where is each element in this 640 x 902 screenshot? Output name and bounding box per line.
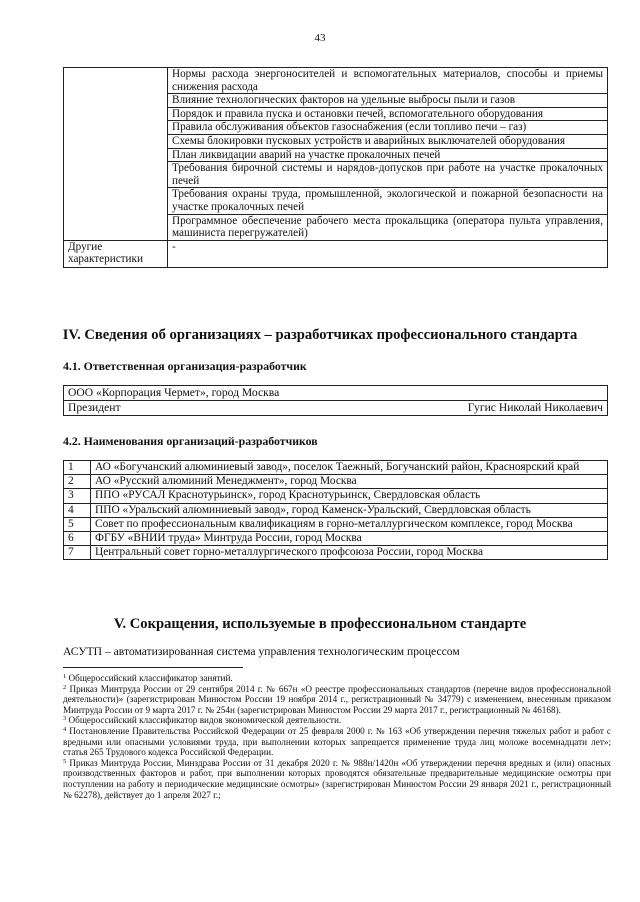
footnotes (63, 673, 611, 800)
other-characteristics-label: Другие характеристики (64, 240, 168, 267)
developer-name: Совет по профессиональным квалификациям в горно-металлургическом комплексе, город Москва (91, 517, 608, 531)
empty-label-cell (64, 68, 168, 241)
knowledge-item: Нормы расхода энергоносителей и вспомогательных материалов, способы и приемы снижения расхода (168, 68, 608, 94)
developer-name: ППО «РУСАЛ Краснотурьинск», город Краснотурьинск, Свердловская область (91, 489, 608, 503)
developer-name: АО «Русский алюминий Менеджмент», город Москва (91, 475, 608, 489)
developer-name: ППО «Уральский алюминиевый завод», город Каменск-Уральский, Свердловская область (91, 503, 608, 517)
footnote: $^4$ Постановление Правительства Российской Федерации от 25 февраля 2000 г. № 163 «Об утверждении перечня тяжелых работ и работ с вредными или опасными условиями труда, при выполнении которых запрещается применение труда лиц моложе восемнадцати лет»; статья 265 Трудового кодекса Российской Федерации. (63, 725, 611, 758)
responsible-org-table (63, 385, 608, 416)
developer-name: ФГБУ «ВНИИ труда» Минтруда России, город Москва (91, 532, 608, 546)
developers-table (63, 460, 608, 560)
knowledge-item: План ликвидации аварий на участке прокалочных печей (168, 148, 608, 162)
developer-number: 6 (64, 532, 91, 546)
developer-number: 2 (64, 475, 91, 489)
footnote: $^2$ Приказ Минтруда России от 29 сентября 2014 г. № 667н «О реестре профессиональных стандартов (перечне видов профессиональной деятельности)» (зарегистрирован Минюстом России 19 ноября 2014 г., регистрационный № 34779) с изменением, внесенным приказом Минтруда России от 9 марта 2017 г. № 254н (зарегистрирован Минюстом России 29 марта 2017 г., регистрационный № 46168). (63, 683, 611, 715)
knowledge-item: Требования бирочной системы и нарядов-допусков при работе на участке прокалочных печей (168, 162, 608, 188)
knowledge-item: Порядок и правила пуска и остановки печей, вспомогательного оборудования (168, 107, 608, 121)
abbreviation-asutp: АСУТП – автоматизированная система управления технологическим процессом (63, 645, 460, 658)
developer-number: 4 (64, 503, 91, 517)
page-number: 43 (314, 32, 326, 44)
footnote-divider (63, 667, 243, 668)
responsible-org-name: ООО «Корпорация Чермет», город Москва (64, 386, 608, 401)
developer-number: 7 (64, 546, 91, 560)
footnote: $^1$ Общероссийский классификатор занятий. (63, 673, 233, 683)
responsible-person-name: Гугис Николай Николаевич (467, 401, 603, 414)
knowledge-item: Влияние технологических факторов на удельные выбросы пыли и газов (168, 94, 608, 108)
knowledge-item: Схемы блокировки пусковых устройств и аварийных выключателей оборудования (168, 134, 608, 148)
section4-title: IV. Сведения об организациях – разработчиках профессионального стандарта (62, 327, 578, 343)
responsible-person-row (64, 401, 608, 416)
subsection-4-2-title: 4.2. Наименования организаций-разработчиков (63, 434, 318, 448)
developer-name: Центральный совет горно-металлургического профсоюза России, город Москва (91, 546, 608, 560)
footnote: $^5$ Приказ Минтруда России, Минздрава России от 31 декабря 2020 г. № 988н/1420н «Об утверждении перечня вредных и (или) опасных производственных факторов и работ, при выполнении которых проводятся обязательные предварительные медицинские осмотры при поступлении на работу и периодические медицинские осмотры» (зарегистрирован Минюстом России 29 января 2021 г., регистрационный № 62278), действует до 1 апреля 2027 г.; (63, 757, 612, 800)
responsible-person-position: Президент (68, 401, 121, 414)
knowledge-table (63, 67, 608, 268)
knowledge-item: Программное обеспечение рабочего места прокальщика (оператора пульта управления, машиниста перегружателей) (168, 214, 608, 240)
developer-number: 3 (64, 489, 91, 503)
knowledge-item: Требования охраны труда, промышленной, экологической и пожарной безопасности на участке прокалочных печей (168, 188, 608, 214)
other-characteristics-value: - (168, 240, 608, 267)
footnote: $^3$ Общероссийский классификатор видов экономической деятельности. (63, 715, 342, 726)
developer-name: АО «Богучанский алюминиевый завод», поселок Таежный, Богучанский район, Красноярский край (91, 461, 608, 475)
section5-title: V. Сокращения, используемые в профессиональном стандарте (113, 616, 527, 632)
developer-number: 5 (64, 517, 91, 531)
developer-number: 1 (64, 461, 91, 475)
knowledge-item: Правила обслуживания объектов газоснабжения (если топливо печи – газ) (168, 121, 608, 135)
subsection-4-1-title: 4.1. Ответственная организация-разработчик (63, 359, 307, 373)
